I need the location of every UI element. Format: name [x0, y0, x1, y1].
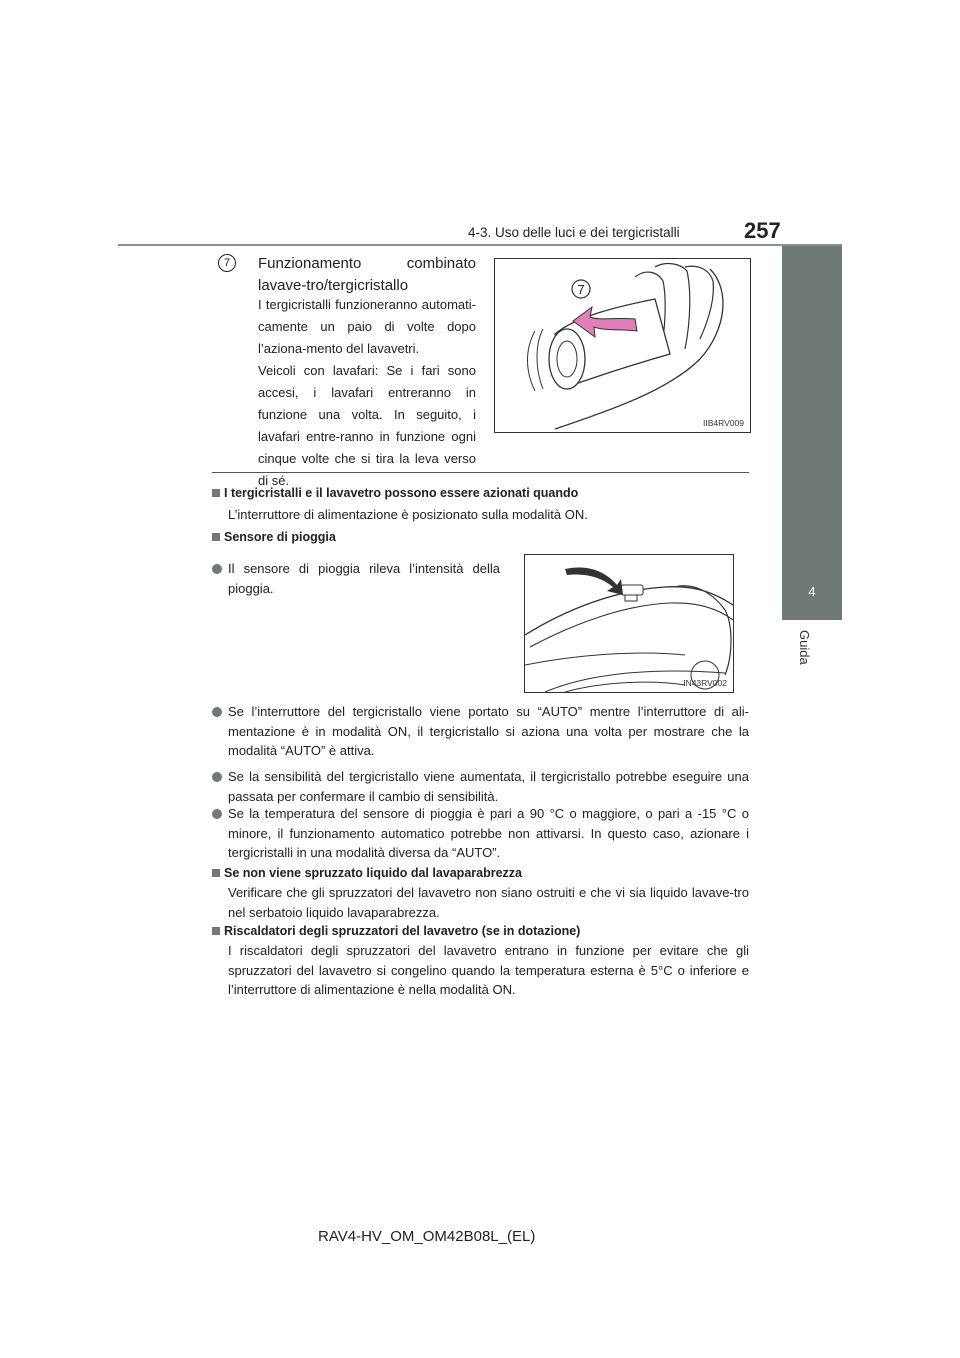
page-number: 257 [744, 218, 781, 243]
round-bullet-icon [212, 707, 222, 717]
section-heading-rain-sensor [212, 528, 336, 547]
side-tab-strip [782, 246, 842, 562]
section-heading-operation [212, 484, 578, 503]
section-heading-text: Riscaldatori degli spruzzatori del lavavetro (se in dotazione) [224, 924, 581, 938]
round-bullet-icon [212, 809, 222, 819]
chapter-label [790, 630, 830, 690]
step-title: Funzionamento combinato lavave-tro/tergicristallo [258, 255, 476, 294]
square-bullet-icon [212, 489, 220, 497]
section-divider [212, 472, 749, 473]
wiper-lever-drawing [495, 259, 750, 432]
section-heading-washer-fluid [212, 864, 522, 883]
square-bullet-icon [212, 533, 220, 541]
wiper-lever-illustration [494, 258, 751, 433]
step-paragraph-2: Veicoli con lavafari: Se i fari sono accesi, i lavafari entreranno in funzione una volta. In seguito, i lavafari entre-ranno in funzione ogni cinque volte che si tira la leva verso di sé. [258, 363, 476, 488]
callout-number: 7 [577, 282, 585, 297]
section-heading-nozzle-heaters [212, 922, 580, 941]
section-heading-text: Se non viene spruzzato liquido dal lavaparabrezza [224, 866, 522, 880]
figure-code: IIB4RV009 [703, 418, 744, 428]
chapter-label-text: Guida [797, 630, 812, 665]
round-bullet-icon [212, 772, 222, 782]
section-body-washer-fluid: Verificare che gli spruzzatori del lavavetro non siano ostruiti e che vi sia liquido lavave-tro nel serbatoio liquido lavaparabrezza. [228, 885, 749, 920]
step-paragraph-1: I tergicristalli funzioneranno automati-camente un paio di volte dopo l’aziona-mento del lavavetri. [258, 297, 476, 356]
square-bullet-icon [212, 927, 220, 935]
square-bullet-icon [212, 869, 220, 877]
step-number-badge [218, 254, 236, 272]
bullet-text: Se la sensibilità del tergicristallo viene aumentata, il tergicristallo potrebbe eseguire una passata per confermare il cambio di sensibilità. [228, 769, 749, 804]
section-heading-text: Sensore di pioggia [224, 530, 336, 544]
section-heading-text: I tergicristalli e il lavavetro possono essere azionati quando [224, 486, 579, 500]
windshield-drawing [525, 555, 733, 692]
round-bullet-icon [212, 564, 222, 574]
bullet-text: Se la temperatura del sensore di pioggia è pari a 90 °C o maggiore, o pari a -15 °C o minore, il funzionamento automatico potrebbe non attivarsi. In questo caso, azionare i tergicristalli in una modalità diversa da “AUTO”. [228, 806, 749, 860]
rain-sensor-illustration [524, 554, 734, 693]
chapter-number: 4 [808, 583, 816, 599]
bullet-item [212, 702, 749, 761]
bullet-item [212, 804, 749, 863]
document-code: RAV4-HV_OM_OM42B08L_(EL) [318, 1228, 536, 1245]
figure-code: IN43RV002 [683, 678, 727, 688]
bullet-text: Se l’interruttore del tergicristallo viene portato su “AUTO” mentre l’interruttore di ali-mentazione è in modalità ON, il tergicristallo si aziona una volta per mostrare che la modalità “AUTO” è attiva. [228, 704, 749, 758]
bullet-text: Il sensore di pioggia rileva l’intensità della pioggia. [228, 561, 500, 596]
step-number: 7 [223, 257, 231, 269]
bullet-item [212, 559, 500, 598]
bullet-item [212, 767, 749, 806]
section-body-operation: L’interruttore di alimentazione è posizionato sulla modalità ON. [228, 507, 588, 522]
section-title: 4-3. Uso delle luci e dei tergicristalli [468, 225, 680, 240]
section-body-nozzle-heaters: I riscaldatori degli spruzzatori del lavavetro entrano in funzione per evitare che gli spruzzatori del lavavetro si congelino quando la temperatura esterna è 5°C o inferiore e l’interruttore di alimentazione è nella modalità ON. [228, 943, 749, 997]
header-divider [118, 244, 842, 246]
chapter-tab [782, 562, 842, 620]
